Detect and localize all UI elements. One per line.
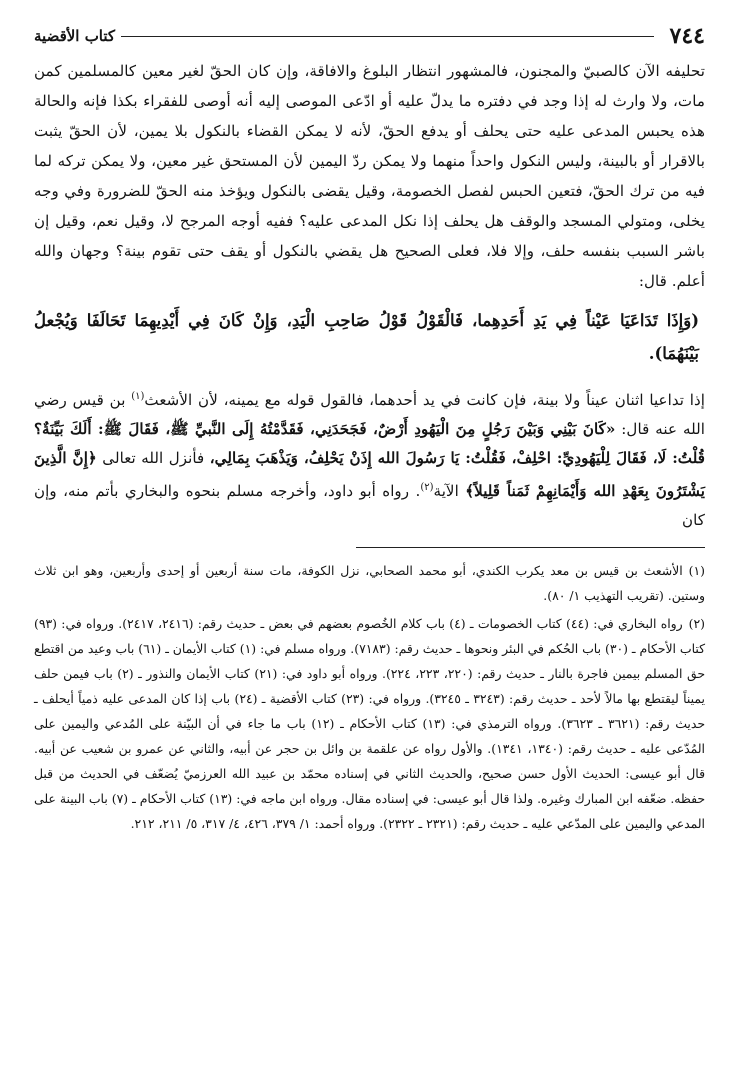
- paragraph-mid: فأنزل الله تعالى: [96, 449, 210, 468]
- hadith-quote: «كَانَ بَيْنِي وَبَيْنَ رَجُلٍ مِنَ الْيَهُودِ أَرْضٌ، فَجَحَدَنِي، فَقَدَّمْتُهُ إِلَى النَّبيِّ ﷺ، فَقَالَ ﷺ: أَلَكَ بَيِّنَةٌ؟ قُلْتُ: لَا، فَقَالَ لِلْيَهُودِيِّ: احْلِفْ، فَقُلْتُ: يَا رَسُولَ الله إِذَنْ يَحْلِفُ، وَيَذْهَبَ بِمَالِي،: [34, 420, 705, 468]
- footnote-separator: [356, 547, 705, 548]
- footnote: [34, 611, 705, 836]
- paragraph-aya: الآية: [433, 482, 466, 501]
- footnote-number: (١): [688, 563, 705, 579]
- footnote-text: الأشعث بن قيس بن معد يكرب الكندي، أبو محمد الصحابي، نزل الكوفة، مات سنة أربعين أو إحدى وأربعين، وهو ابن ثلاث وستين. (تقريب التهذيب ١/ ٨٠).: [34, 563, 705, 604]
- footnote-marker: (١): [131, 391, 145, 402]
- paragraph-end: . رواه أبو داود، وأخرجه مسلم بنحوه والبخاري بأتم منه، وإن كان: [34, 482, 705, 530]
- paragraph-intro: إذا تداعيا اثنان عيناً ولا بينة، فإن كانت في يد أحدهما، فالقول قوله مع يمينه، لأن الأشعث: [144, 391, 705, 410]
- running-header: [34, 18, 705, 54]
- footnote-number: (٢): [688, 616, 705, 632]
- footnote-marker: (٢): [420, 482, 434, 494]
- page-number: ٧٤٤: [669, 23, 705, 49]
- section-title: كتاب الأقضية: [34, 27, 116, 45]
- commentary-paragraph: [34, 382, 705, 535]
- footnote-text: رواه البخاري في: (٤٤) كتاب الخصومات ـ (٤) باب كلام الخُصوم بعضهم في بعض ـ حديث رقم: (٢٤١٦، ٢٤١٧). ورواه في: (٩٣) كتاب الأحكام ـ (٣٠) باب الحُكم في البئر ونحوها ـ حديث رقم: (٧١٨٣). ورواه مسلم في: (١) كتاب الأيمان ـ (٦١) باب وعيد من اقتطع حق المسلم بيمين فاجرة بالنار ـ حديث رقم: (٢٢٠، ٢٢٣، ٢٢٤). ورواه أبو داود في: (٢١) كتاب الأيمان والنذور ـ (٢) باب فيمن حلف يميناً ليقتطع بها مالاً لأحد ـ حديث رقم: (٣٢٤٣ ـ ٣٢٤٥). ورواه في: (٢٣) كتاب الأقضية ـ (٢٤) باب إذا كان المدعى عليه ذمياً أيحلف ـ حديث رقم: (٣٦٢١ ـ ٣٦٢٣). ورواه الترمذي في: (١٣) كتاب الأحكام ـ (١٢) باب ما جاء في أن البيّنة على المُدعي واليمين على المُدّعى عليه ـ حديث رقم: (١٣٤٠، ١٣٤١). والأول رواه عن علقمة بن وائل بن حجر عن أبيه، والثاني عن عمرو بن شعيب عن أبيه. قال أبو عيسى: الحديث الأول حسن صحيح، والحديث الثاني في إسناده محمّد بن عبيد الله العرزميّ يُضعّف في الحديث من قبل حفظه. ضعّفه ابن المبارك وغيره. ولذا قال أبو عيسى: في إسناده مقال. ورواه ابن ماجه في: (١٣) كتاب الأحكام ـ (٧) باب البينة على المدعي واليمين على المدّعي عليه ـ حديث رقم: (٢٣٢١ ـ ٢٣٢٢). ورواه أحمد: ١/ ٣٧٩، ٤٢٦، ٤/ ٣١٧، ٥/ ٢١١، ٢١٢.: [34, 616, 706, 832]
- paragraph-name: بن قيس رضي الله عنه قال:: [34, 391, 705, 439]
- body-paragraph: تحليفه الآن كالصبيّ والمجنون، فالمشهور انتظار البلوغ والافاقة، وإن كان الحقّ لغير معين كالمسلمين كمن مات، ولا وارث له إذا وجد في دفتره ما يدلّ عليه أو ادّعى الموصى إليه أنه أوصى للفقراء بكذا فإنه والحالة هذه يحبس المدعى عليه حتى يحلف أو يدفع الحقّ، لأنه لا يمكن القضاء بالنكول بلا يمين، لأن الحقّ يثبت بالاقرار أو بالبينة، وليس النكول واحداً منهما ولا يمكن ردّ اليمين لأن المستحق غير معين، ولا يمكن تركه لما فيه من ترك الحقّ، فتعين الحبس لفصل الخصومة، وقيل يقضى بالنكول ويؤخذ منه الحقّ للضرورة وفي وجه يخلى، ومتولي المسجد والوقف هل يحلف إذا نكل المدعى عليه؟ ففيه أوجه المرجح لا، وقيل نعم، وقيل إن باشر السبب بنفسه حلف، وإلا فلا، فعلى الصحيح هل يقضي بالنكول أو يقف حتى تقوم بينة؟ وجهان والله أعلم. قال:: [34, 62, 705, 290]
- footnote: [34, 558, 705, 608]
- quran-quote: ﴿إِنَّ الَّذِينَ يَشْتَرُونَ بِعَهْدِ الله وَأَيْمَانِهِمْ ثَمَناً قَلِيلاً﴾: [34, 449, 705, 501]
- header-rule: [121, 36, 653, 37]
- matn-verse: (وَإِذَا تَدَاعَيَا عَيْناً فِي يَدِ أَحَدِهِما، فَالْقَوْلُ قَوْلُ صَاحِبِ الْيَدِ، وَإِنْ كَانَ فِي أَيْدِيهِمَا تَحَالَفَا وَيُجْعلُ بَيْنَهُمَا).: [34, 311, 699, 363]
